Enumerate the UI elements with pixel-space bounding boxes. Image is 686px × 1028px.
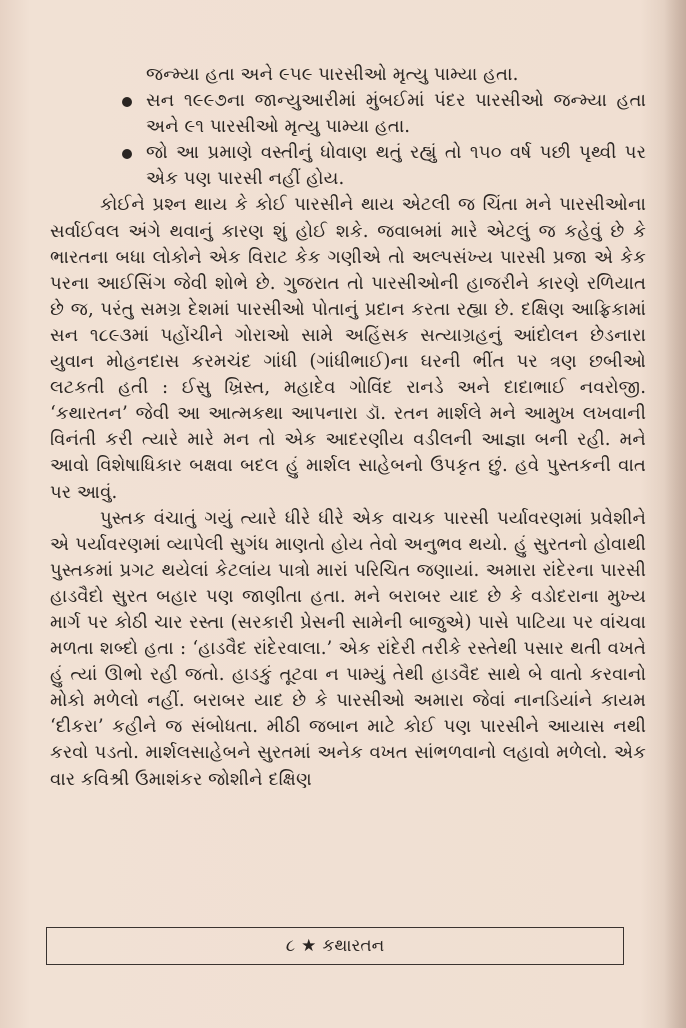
bullet-list	[50, 62, 646, 192]
book-title: કથારતન	[322, 936, 385, 956]
bullet-text: સન ૧૯૯૭ના જાન્યુઆરીમાં મુંબઈમાં પંદર પારસીઓ જન્મ્યા હતા અને ૯૧ પારસીઓ મૃત્યુ પામ્યા હતા.	[146, 90, 646, 138]
bullet-dot-icon	[122, 149, 132, 159]
page-edge-shade	[664, 0, 686, 1028]
body-paragraph: પુસ્તક વંચાતું ગયું ત્યારે ધીરે ધીરે એક વાચક પારસી પર્યાવરણમાં પ્રવેશીને એ પર્યાવરણમાં વ્યાપેલી સુગંધ માણતો હોય તેવો અનુભવ થયો. હું સુરતનો હોવાથી પુસ્તકમાં પ્રગટ થયેલાં કેટલાંય પાત્રો મારાં પરિચિત જણાયાં. અમારા રાંદેરના પારસી હાડવૈદો સુરત બહાર પણ જાણીતા હતા. મને બરાબર યાદ છે કે વડોદરાના મુખ્ય માર્ગ પર કોઠી ચાર રસ્તા (સરકારી પ્રેસની સામેની બાજુએ) પાસે પાટિયા પર વાંચવા મળતા શબ્દો હતા : ‘હાડવૈદ રાંદેરવાલા.’ એક રાંદેરી તરીકે રસ્તેથી પસાર થતી વખતે હું ત્યાં ઊભો રહી જતો. હાડકું તૂટવા ન પામ્યું તેથી હાડવૈદ સાથે બે વાતો કરવાનો મોકો મળેલો નહીં. બરાબર યાદ છે કે પારસીઓ અમારા જેવાં નાનડિયાંને કાયમ ‘દીકરા’ કહીને જ સંબોધતા. મીઠી જબાન માટે કોઈ પણ પારસીને આયાસ નથી કરવો પડતો. માર્શલસાહેબને સુરતમાં અનેક વખત સાંભળવાનો લહાવો મળેલો. એક વાર કવિશ્રી ઉમાશંકર જોશીને દક્ષિણ	[50, 507, 646, 790]
page-number: ૮	[285, 936, 296, 956]
page-body	[50, 62, 646, 793]
bullet-item	[50, 88, 646, 140]
bullet-text: જો આ પ્રમાણે વસ્તીનું ધોવાણ થતું રહ્યું તો ૧૫૦ વર્ષ પછી પૃથ્વી પર એક પણ પારસી નહીં હોય.	[146, 142, 646, 190]
star-icon: ★	[301, 936, 317, 956]
page-footer	[46, 927, 624, 965]
bullet-item	[50, 140, 646, 192]
bullet-dot-icon	[122, 97, 132, 107]
body-paragraph: કોઈને પ્રશ્ન થાય કે કોઈ પારસીને થાય એટલી જ ચિંતા મને પારસીઓના સર્વાઈવલ અંગે થવાનું કારણ શું હોઈ શકે. જવાબમાં મારે એટલું જ કહેવું છે કે ભારતના બધા લોકોને એક વિરાટ કેક ગણીએ તો અલ્પસંખ્ય પારસી પ્રજા એ કેક પરના આઈસિંગ જેવી શોભે છે. ગુજરાત તો પારસીઓની હાજરીને કારણે રળિયાત છે જ, પરંતુ સમગ્ર દેશમાં પારસીઓ પોતાનું પ્રદાન કરતા રહ્યા છે. દક્ષિણ આફ્રિકામાં સન ૧૮૯૩માં પહોંચીને ગોરાઓ સામે અહિંસક સત્યાગ્રહનું આંદોલન છેડનારા યુવાન મોહનદાસ કરમચંદ ગાંધી (ગાંધીભાઈ)ના ઘરની ભીંત પર ત્રણ છબીઓ લટકતી હતી : ઈસુ ખ્રિસ્ત, મહાદેવ ગોવિંદ રાનડે અને દાદાભાઈ નવરોજી. ‘કથારતન’ જેવી આ આત્મકથા આપનારા ડૉ. રતન માર્શલે મને આમુખ લખવાની વિનંતી કરી ત્યારે મારે મન તો એક આદરણીય વડીલની આજ્ઞા બની રહી. મને આવો વિશેષાધિકાર બક્ષવા બદલ હું માર્શલ સાહેબનો ઉપકૃત છું. હવે પુસ્તકની વાત પર આવું.	[50, 194, 646, 503]
bullet-item-continued	[50, 62, 646, 88]
bullet-text: જન્મ્યા હતા અને ૯૫૯ પારસીઓ મૃત્યુ પામ્યા હતા.	[146, 64, 519, 85]
